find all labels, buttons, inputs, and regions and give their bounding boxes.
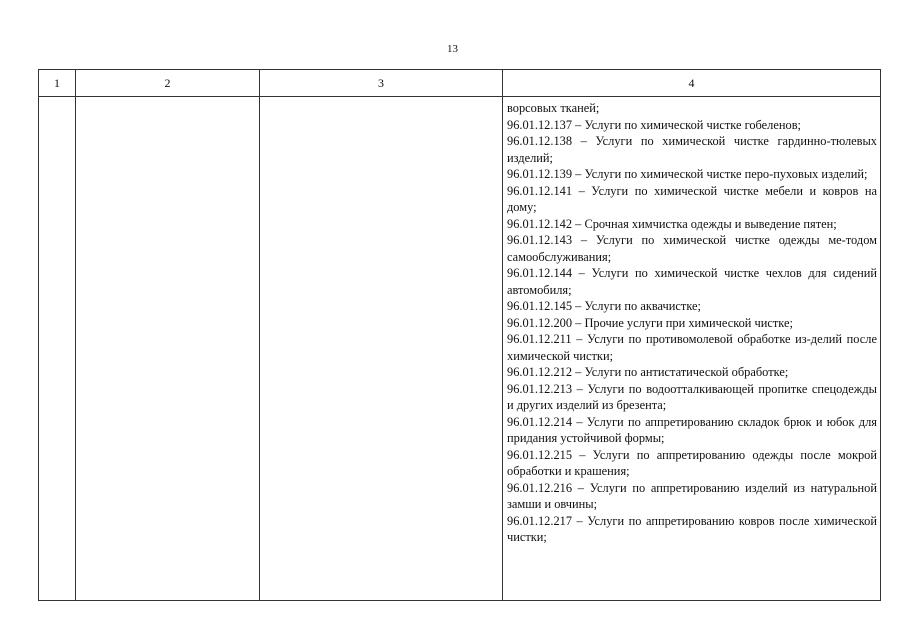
service-entry: 96.01.12.142 – Срочная химчистка одежды и выведение пятен; xyxy=(507,216,837,231)
service-entry: 96.01.12.144 – Услуги по химической чистке чехлов для сидений автомобиля; xyxy=(507,266,877,297)
table-row xyxy=(39,97,881,601)
document-table xyxy=(38,69,881,601)
service-entry: 96.01.12.139 – Услуги по химической чистке перо-пуховых изделий; xyxy=(507,167,868,181)
service-entry: 96.01.12.211 – Услуги по противомолевой обработке из-делий после химической чистки; xyxy=(507,332,877,363)
service-entry: 96.01.12.216 – Услуги по аппретированию изделий из натуральной замши и овчины; xyxy=(507,480,877,511)
service-entry: 96.01.12.143 – Услуги по химической чистке одежды ме-тодом самообслуживания; xyxy=(507,233,877,264)
service-entry: 96.01.12.215 – Услуги по аппретированию одежды после мокрой обработки и крашения; xyxy=(507,447,877,478)
cell-col-4 xyxy=(503,97,881,601)
page-number: 13 xyxy=(447,43,458,55)
table-header-row xyxy=(39,70,881,97)
service-entry: ворсовых тканей; xyxy=(507,101,600,115)
service-entry: 96.01.12.213 – Услуги по водоотталкивающей пропитке спецодежды и других изделий из брезента; xyxy=(507,381,877,412)
column-header-2: 2 xyxy=(76,70,260,97)
service-entry: 96.01.12.137 – Услуги по химической чистке гобеленов; xyxy=(507,117,801,132)
column-header-3: 3 xyxy=(260,70,503,97)
service-entry: 96.01.12.214 – Услуги по аппретированию складок брюк и юбок для придания устойчивой формы; xyxy=(507,414,877,445)
cell-col-1 xyxy=(39,97,76,601)
service-entry: 96.01.12.212 – Услуги по антистатической обработке; xyxy=(507,365,789,379)
service-entry: 96.01.12.141 – Услуги по химической чистке мебели и ковров на дому; xyxy=(507,183,877,214)
cell-col-3 xyxy=(260,97,503,601)
cell-col-2 xyxy=(76,97,260,601)
service-entry: 96.01.12.138 – Услуги по химической чистке гардинно-тюлевых изделий; xyxy=(507,134,877,165)
column-header-4: 4 xyxy=(503,70,881,97)
service-code-list xyxy=(503,97,880,546)
column-header-1: 1 xyxy=(39,70,76,97)
service-entry: 96.01.12.200 – Прочие услуги при химической чистке; xyxy=(507,315,793,330)
service-entry: 96.01.12.145 – Услуги по аквачистке; xyxy=(507,299,701,313)
service-entry: 96.01.12.217 – Услуги по аппретированию ковров после химической чистки; xyxy=(507,513,877,544)
